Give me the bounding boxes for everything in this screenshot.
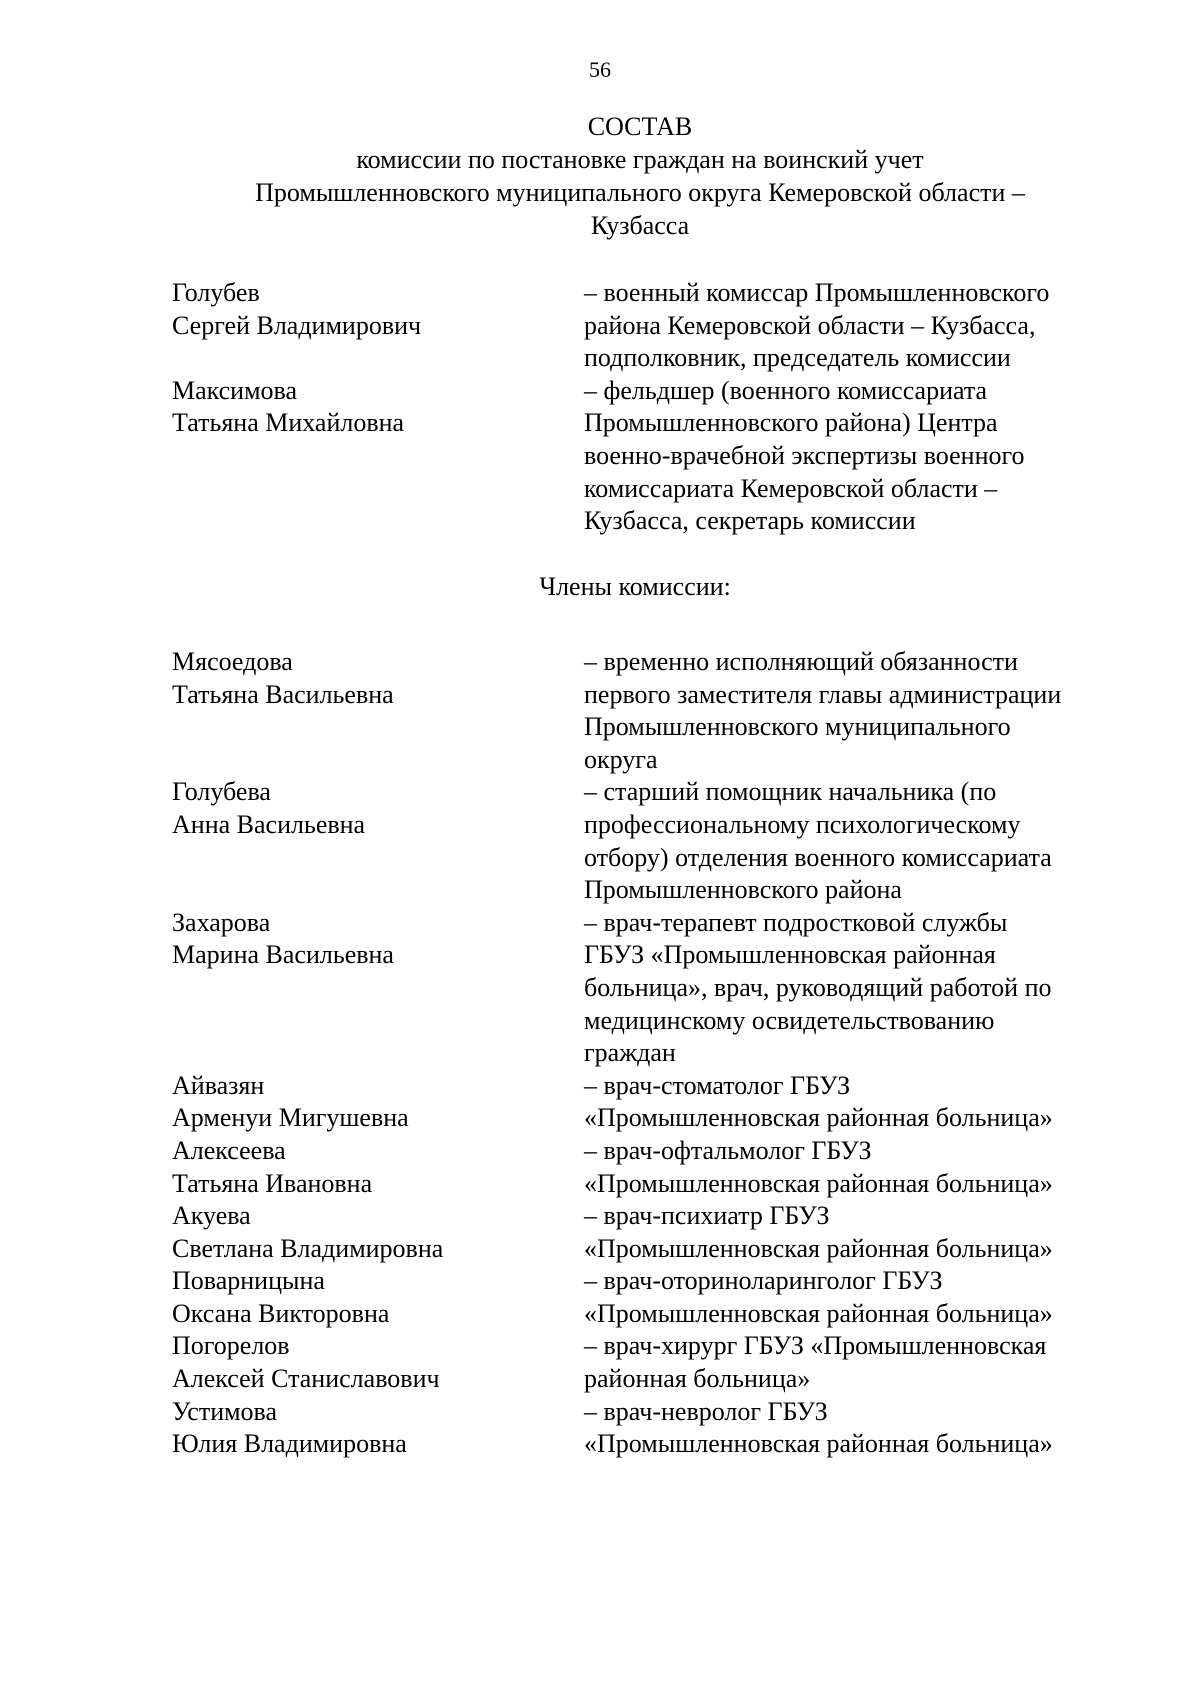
- position-line: военно-врачебной экспертизы военного: [584, 440, 1025, 470]
- member-name: [172, 907, 584, 972]
- member-entry: [172, 1265, 1132, 1330]
- position-line: района Кемеровской области – Кузбасса,: [584, 310, 1036, 340]
- position-line: «Промышленновская районная больница»: [584, 1168, 1053, 1198]
- position-line: – врач-терапевт подростковой службы: [584, 907, 1008, 937]
- member-position: [584, 907, 1132, 1070]
- member-position: [584, 1200, 1132, 1265]
- position-line: первого заместителя главы администрации: [584, 679, 1062, 709]
- member-surname: Устимова: [172, 1396, 278, 1426]
- member-entry: [172, 1200, 1132, 1265]
- member-position: [584, 1330, 1132, 1395]
- member-surname: Захарова: [172, 907, 271, 937]
- member-surname: Айвазян: [172, 1070, 265, 1100]
- member-position: [584, 1265, 1132, 1330]
- member-surname: Максимова: [172, 375, 298, 405]
- position-line: районная больница»: [584, 1364, 811, 1394]
- member-name: [172, 776, 584, 841]
- position-line: медицинскому освидетельствованию: [584, 1005, 995, 1035]
- member-name: [172, 1070, 584, 1135]
- member-surname: Погорелов: [172, 1331, 290, 1361]
- member-name: [172, 646, 584, 711]
- member-name: [172, 375, 584, 440]
- member-entry: [172, 1070, 1132, 1135]
- position-line: отбору) отделения военного комиссариата: [584, 842, 1052, 872]
- position-line: комиссариата Кемеровской области –: [584, 473, 998, 503]
- member-name: [172, 277, 584, 342]
- position-line: «Промышленновская районная больница»: [584, 1429, 1053, 1459]
- member-given-name: Арменуи Мигушевна: [172, 1103, 409, 1133]
- member-entry: [172, 375, 1132, 538]
- member-name: [172, 1265, 584, 1330]
- member-position: [584, 277, 1132, 375]
- member-given-name: Алексей Станиславович: [172, 1364, 440, 1394]
- member-surname: Голубева: [172, 777, 271, 807]
- heading-line-2: Промышленновского муниципального округа Кемеровской области –: [255, 178, 1025, 207]
- position-line: граждан: [584, 1038, 676, 1068]
- member-name: [172, 1200, 584, 1265]
- member-surname: Поварницына: [172, 1266, 325, 1296]
- member-given-name: Светлана Владимировна: [172, 1233, 444, 1263]
- member-position: [584, 375, 1132, 538]
- position-line: «Промышленновская районная больница»: [584, 1298, 1053, 1328]
- position-line: больница», врач, руководящий работой по: [584, 972, 1052, 1002]
- position-line: округа: [584, 744, 658, 774]
- position-line: – фельдшер (военного комиссариата: [584, 375, 988, 405]
- heading-line-3: Кузбасса: [590, 211, 690, 240]
- member-position: [584, 1135, 1132, 1200]
- position-line: ГБУЗ «Промышленновская районная: [584, 940, 996, 970]
- member-name: [172, 1330, 584, 1395]
- members-heading: Члены комиссии:: [539, 572, 731, 601]
- position-line: подполковник, председатель комиссии: [584, 343, 1011, 373]
- position-line: профессиональному психологическому: [584, 809, 1021, 839]
- leadership-list: [172, 277, 1132, 538]
- member-position: [584, 646, 1132, 776]
- member-surname: Алексеева: [172, 1135, 286, 1165]
- member-entry: [172, 1396, 1132, 1461]
- position-line: Промышленновского муниципального: [584, 712, 1011, 742]
- member-entry: [172, 1330, 1132, 1395]
- position-line: Кузбасса, секретарь комиссии: [584, 506, 916, 536]
- position-line: Промышленновского района: [584, 875, 902, 905]
- member-position: [584, 1070, 1132, 1135]
- position-line: «Промышленновская районная больница»: [584, 1103, 1053, 1133]
- position-line: – врач-стоматолог ГБУЗ: [584, 1070, 851, 1100]
- member-given-name: Татьяна Васильевна: [172, 679, 394, 709]
- position-line: – врач-хирург ГБУЗ «Промышленновская: [584, 1331, 1047, 1361]
- member-name: [172, 1396, 584, 1461]
- position-line: Промышленновского района) Центра: [584, 408, 998, 438]
- member-position: [584, 1396, 1132, 1461]
- members-list: [172, 646, 1132, 1461]
- page-number: 56: [589, 57, 611, 82]
- position-line: – врач-офтальмолог ГБУЗ: [584, 1135, 872, 1165]
- member-surname: Акуева: [172, 1201, 251, 1231]
- position-line: – военный комиссар Промышленновского: [584, 278, 1050, 307]
- member-given-name: Татьяна Ивановна: [172, 1168, 373, 1198]
- position-line: – врач-психиатр ГБУЗ: [584, 1201, 830, 1231]
- member-given-name: Татьяна Михайловна: [172, 408, 405, 438]
- member-given-name: Оксана Викторовна: [172, 1298, 390, 1328]
- member-name: [172, 1135, 584, 1200]
- member-entry: [172, 1135, 1132, 1200]
- member-position: [584, 776, 1132, 906]
- position-line: – временно исполняющий обязанности: [584, 647, 1018, 676]
- document-heading: [150, 110, 1130, 242]
- heading-title: СОСТАВ: [587, 112, 693, 141]
- member-entry: [172, 907, 1132, 1070]
- position-line: – врач-невролог ГБУЗ: [584, 1396, 828, 1426]
- heading-line-1: комиссии по постановке граждан на воинский учет: [356, 145, 924, 174]
- member-given-name: Анна Васильевна: [172, 809, 366, 839]
- member-entry: [172, 776, 1132, 906]
- member-entry: [172, 646, 1132, 776]
- member-given-name: Сергей Владимирович: [172, 310, 422, 340]
- member-given-name: Марина Васильевна: [172, 940, 394, 970]
- position-line: «Промышленновская районная больница»: [584, 1233, 1053, 1263]
- member-entry: [172, 277, 1132, 375]
- member-surname: Голубев: [172, 278, 260, 307]
- member-given-name: Юлия Владимировна: [172, 1429, 407, 1459]
- member-surname: Мясоедова: [172, 647, 293, 676]
- position-line: – старший помощник начальника (по: [584, 777, 997, 807]
- position-line: – врач-оториноларинголог ГБУЗ: [584, 1266, 943, 1296]
